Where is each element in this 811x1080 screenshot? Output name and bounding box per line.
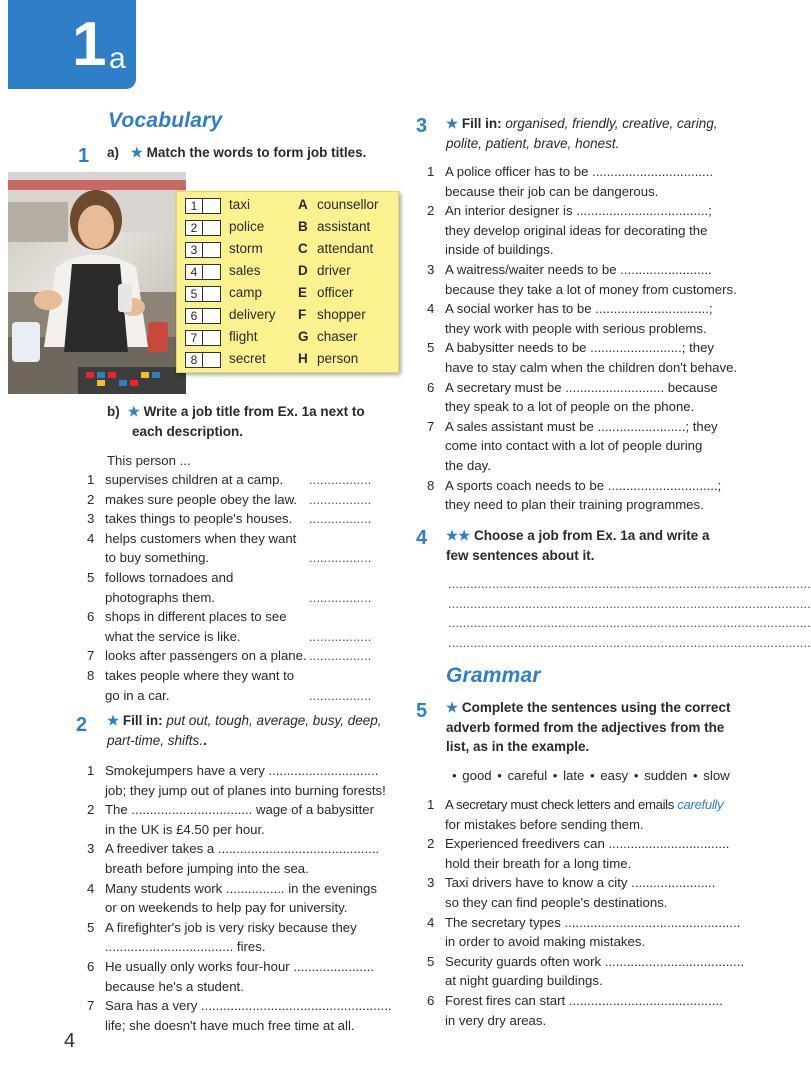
list-item bbox=[427, 299, 727, 319]
text-segment: A waitress/waiter needs to be ......................... bbox=[445, 261, 712, 277]
text-segment: Many students work ................ in the evenings bbox=[105, 880, 377, 896]
list-item bbox=[427, 795, 727, 815]
text-segment: An interior designer is ....................................; bbox=[445, 203, 712, 219]
text-segment: 6 bbox=[427, 992, 435, 1008]
text-segment: takes people where they want to bbox=[105, 667, 295, 683]
text-segment: in the UK is £4.50 per hour. bbox=[105, 821, 265, 837]
text-segment: breath before jumping into the sea. bbox=[105, 860, 309, 876]
text-segment: or on weekends to help pay for university. bbox=[105, 900, 348, 916]
star-icon: ★ bbox=[446, 700, 459, 715]
list-item bbox=[427, 260, 727, 280]
text-line bbox=[446, 526, 710, 546]
text-segment: person bbox=[317, 351, 359, 366]
text-segment: ................. bbox=[309, 687, 372, 703]
list-item bbox=[427, 162, 727, 182]
answer-box[interactable] bbox=[185, 330, 221, 346]
list-item bbox=[87, 879, 387, 899]
text-segment: polite, patient, brave, honest. bbox=[446, 135, 620, 151]
text-segment: flight bbox=[229, 329, 258, 344]
list-item bbox=[87, 607, 382, 627]
star-icon: ★ bbox=[130, 145, 143, 160]
text-segment: 5 bbox=[186, 287, 203, 301]
text-segment: 3 bbox=[87, 511, 95, 527]
text-segment: 1 bbox=[186, 199, 203, 213]
text-segment: ................. bbox=[309, 491, 372, 507]
text-line bbox=[107, 711, 382, 731]
list-item bbox=[87, 800, 387, 820]
ex1b-lead: This person ... bbox=[107, 453, 191, 468]
grammar-title: Grammar bbox=[446, 664, 541, 687]
vocabulary-title: Vocabulary bbox=[108, 109, 223, 132]
text-segment: inside of buildings. bbox=[445, 242, 554, 258]
ex1a-label: a) bbox=[107, 145, 120, 160]
text-segment: they speak to a lot of people on the phone. bbox=[445, 399, 695, 415]
ex5-number: 5 bbox=[416, 700, 428, 722]
text-segment: storm bbox=[229, 241, 263, 256]
answer-box[interactable] bbox=[185, 198, 221, 214]
text-segment: Sara has a very .................................................... bbox=[105, 998, 392, 1014]
match-row bbox=[177, 348, 398, 370]
text-segment: shops in different places to see bbox=[105, 609, 287, 625]
text-segment: 3 bbox=[87, 841, 95, 857]
star-icon: ★★ bbox=[446, 528, 471, 543]
text-segment: 8 bbox=[186, 353, 203, 367]
text-segment: ................................... fires. bbox=[105, 939, 266, 955]
text-segment: adverb formed from the adjectives from the bbox=[446, 719, 725, 735]
text-line bbox=[446, 114, 718, 134]
text-segment: few sentences about it. bbox=[446, 547, 595, 563]
ex3-number: 3 bbox=[416, 115, 428, 137]
ex4-instruction bbox=[446, 526, 710, 565]
text-segment: 2 bbox=[427, 203, 435, 219]
ex4-number: 4 bbox=[416, 527, 428, 549]
text-segment: looks after passengers on a plane. bbox=[105, 648, 307, 664]
text-segment: 3 bbox=[427, 875, 435, 891]
match-row bbox=[177, 238, 398, 260]
text-segment: sales bbox=[229, 263, 261, 278]
text-segment: Write a job title from Ex. 1a next to bbox=[143, 404, 365, 419]
ex1b-list bbox=[87, 470, 382, 705]
list-item bbox=[87, 761, 387, 781]
text-segment: because he's a student. bbox=[105, 978, 244, 994]
star-icon: ★ bbox=[446, 116, 459, 131]
answer-box[interactable] bbox=[185, 220, 221, 236]
text-segment: Fill in: bbox=[122, 713, 163, 728]
text-segment: supervises children at a camp. bbox=[105, 472, 284, 487]
text-segment: ................. bbox=[309, 648, 372, 664]
ex1a-instruction: Match the words to form job titles. bbox=[146, 145, 367, 160]
text-segment: come into contact with a lot of people during bbox=[445, 438, 703, 454]
text-segment: 4 bbox=[186, 265, 203, 279]
text-segment: b) bbox=[107, 404, 120, 419]
list-item bbox=[427, 201, 727, 221]
text-segment: makes sure people obey the law. bbox=[105, 491, 298, 507]
ex5-word-list: • good • careful • late • easy • sudden • slow bbox=[452, 768, 730, 783]
text-segment: in order to avoid making mistakes. bbox=[445, 934, 646, 950]
text-segment: 7 bbox=[427, 418, 435, 434]
text-segment: 2 bbox=[186, 221, 203, 235]
text-segment: 5 bbox=[87, 569, 95, 585]
list-item bbox=[87, 957, 387, 977]
answer-box[interactable] bbox=[185, 264, 221, 280]
text-segment: attendant bbox=[317, 241, 374, 256]
list-item bbox=[87, 568, 382, 588]
text-segment: police bbox=[229, 219, 265, 234]
text-segment: 2 bbox=[87, 802, 95, 818]
text-segment: A sales assistant must be ........................; they bbox=[445, 418, 718, 434]
text-segment: G bbox=[298, 329, 309, 344]
ex2-number: 2 bbox=[76, 714, 88, 736]
text-segment: 8 bbox=[87, 667, 95, 683]
text-segment: Smokejumpers have a very .............................. bbox=[105, 763, 379, 778]
text-segment: to buy something. bbox=[105, 550, 210, 566]
text-segment: Experienced freedivers can ................................. bbox=[445, 836, 730, 852]
text-segment: takes things to people's houses. bbox=[105, 511, 293, 527]
list-item bbox=[87, 490, 382, 510]
text-segment: photographs them. bbox=[105, 589, 215, 605]
ex4-writing-lines bbox=[448, 574, 811, 652]
text-segment: B bbox=[298, 219, 308, 234]
list-item bbox=[427, 873, 727, 893]
text-segment: 3 bbox=[186, 243, 203, 257]
text-line bbox=[446, 134, 718, 154]
list-item bbox=[87, 529, 382, 549]
text-segment: Complete the sentences using the correct bbox=[461, 700, 731, 715]
match-row bbox=[177, 304, 398, 326]
text-segment: 6 bbox=[87, 958, 95, 974]
ex3-instruction bbox=[446, 114, 718, 153]
text-segment: ................. bbox=[309, 472, 372, 487]
text-segment: the day. bbox=[445, 457, 491, 473]
answer-box[interactable] bbox=[185, 308, 221, 324]
match-row bbox=[177, 194, 398, 216]
text-segment: have to stay calm when the children don't behave. bbox=[445, 359, 738, 375]
list-item bbox=[87, 588, 382, 608]
list-item bbox=[87, 646, 382, 666]
text-segment: ................. bbox=[309, 628, 372, 644]
text-segment: list, as in the example. bbox=[446, 739, 590, 755]
text-segment: 2 bbox=[87, 491, 95, 507]
text-segment: 4 bbox=[87, 880, 95, 896]
text-segment: 5 bbox=[427, 953, 435, 969]
list-item bbox=[427, 417, 727, 437]
text-segment: counsellor bbox=[317, 197, 379, 212]
text-segment: 4 bbox=[427, 914, 435, 930]
ex5-instruction bbox=[446, 698, 730, 757]
text-segment: A firefighter's job is very risky because they bbox=[105, 919, 357, 935]
text-segment: go in a car. bbox=[105, 687, 170, 703]
cashier-illustration bbox=[8, 172, 186, 394]
match-row bbox=[177, 326, 398, 348]
text-segment: A secretary must check letters and emails bbox=[445, 797, 678, 812]
star-icon: ★ bbox=[127, 404, 140, 419]
text-segment: organised, friendly, creative, caring, bbox=[505, 116, 718, 131]
text-segment: 7 bbox=[87, 648, 95, 664]
text-segment: H bbox=[298, 351, 308, 366]
text-segment: 7 bbox=[87, 998, 95, 1014]
list-item bbox=[87, 470, 382, 490]
text-segment: hold their breath for a long time. bbox=[445, 855, 632, 871]
text-segment: Taxi drivers have to know a city ....................... bbox=[445, 875, 716, 891]
text-segment: A social worker has to be ...............................; bbox=[445, 301, 713, 317]
text-line bbox=[107, 402, 397, 422]
text-segment: each description. bbox=[132, 423, 244, 439]
unit-number: 1 bbox=[72, 10, 105, 79]
example-answer: carefully bbox=[677, 797, 724, 812]
text-segment: they need to plan their training programmes. bbox=[445, 497, 704, 513]
list-item bbox=[427, 378, 727, 398]
text-segment: they develop original ideas for decorating the bbox=[445, 222, 708, 238]
text-segment: 3 bbox=[427, 261, 435, 277]
list-item bbox=[427, 991, 727, 1011]
text-segment: Choose a job from Ex. 1a and write a bbox=[473, 528, 710, 543]
ex1b-instruction-block bbox=[107, 402, 397, 441]
text-segment: 1 bbox=[87, 763, 95, 778]
text-segment: because they take a lot of money from customers. bbox=[445, 281, 737, 297]
list-item bbox=[87, 627, 382, 647]
match-row bbox=[177, 282, 398, 304]
list-item bbox=[87, 666, 382, 686]
text-segment: what the service is like. bbox=[105, 628, 241, 644]
text-segment: because their job can be dangerous. bbox=[445, 183, 659, 199]
text-segment: A sports coach needs to be ..............................; bbox=[445, 477, 722, 493]
list-item bbox=[87, 548, 382, 568]
answer-box[interactable] bbox=[185, 286, 221, 302]
text-segment: 7 bbox=[186, 331, 203, 345]
text-segment: ................................................................................................... bbox=[448, 595, 811, 611]
text-segment: job; they jump out of planes into burning forests! bbox=[105, 782, 386, 798]
text-segment: ................................................................................................... bbox=[448, 615, 811, 631]
text-segment: camp bbox=[229, 285, 263, 300]
text-segment: The ................................. wage of a babysitter bbox=[105, 802, 374, 818]
text-segment: in very dry areas. bbox=[445, 1012, 547, 1028]
match-row bbox=[177, 216, 398, 238]
text-segment: A secretary must be ........................... because bbox=[445, 379, 718, 395]
text-line bbox=[446, 698, 730, 718]
text-segment: 5 bbox=[87, 919, 95, 935]
text-segment: ................. bbox=[309, 511, 372, 527]
text-segment: 6 bbox=[87, 609, 95, 625]
star-icon: ★ bbox=[107, 713, 120, 728]
text-segment: for mistakes before sending them. bbox=[445, 816, 644, 832]
answer-box[interactable] bbox=[185, 352, 221, 368]
text-segment: F bbox=[298, 307, 307, 322]
text-segment: 2 bbox=[427, 836, 435, 852]
text-segment: part-time, shifts. bbox=[107, 732, 204, 748]
text-segment: driver bbox=[317, 263, 351, 278]
list-item bbox=[87, 918, 387, 938]
unit-badge bbox=[8, 0, 136, 89]
text-segment: 5 bbox=[427, 340, 435, 356]
text-segment: ................................................................................................... bbox=[448, 634, 811, 650]
text-segment: 4 bbox=[87, 530, 95, 546]
text-segment: they work with people with serious problems. bbox=[445, 320, 707, 336]
text-segment: helps customers when they want bbox=[105, 530, 297, 546]
list-item bbox=[427, 913, 741, 933]
text-segment: 4 bbox=[427, 301, 435, 317]
list-item bbox=[87, 686, 382, 706]
text-segment: ................. bbox=[309, 550, 372, 566]
match-row bbox=[177, 260, 398, 282]
text-segment: 1 bbox=[427, 797, 434, 812]
text-segment: assistant bbox=[317, 219, 371, 234]
text-segment: 1 bbox=[427, 164, 435, 179]
text-segment: He usually only works four-hour ...................... bbox=[105, 958, 374, 974]
text-line: part-time, shifts.. bbox=[107, 732, 207, 748]
text-segment: secret bbox=[229, 351, 266, 366]
cashier-photo bbox=[8, 172, 186, 394]
text-segment: A freediver takes a ............................................ bbox=[105, 841, 380, 857]
list-item bbox=[87, 509, 382, 529]
text-segment: Fill in: bbox=[461, 116, 502, 131]
answer-box[interactable] bbox=[185, 242, 221, 258]
text-segment: life; she doesn't have much free time at all. bbox=[105, 1017, 355, 1033]
text-segment: follows tornadoes and bbox=[105, 569, 234, 585]
ex1-number: 1 bbox=[78, 145, 90, 167]
text-segment: officer bbox=[317, 285, 354, 300]
text-segment: Forest fires can start .......................................... bbox=[445, 992, 723, 1008]
text-segment: at night guarding buildings. bbox=[445, 973, 603, 989]
text-segment: put out, tough, average, busy, deep, bbox=[166, 713, 382, 728]
ex3-list bbox=[427, 162, 738, 515]
text-segment: D bbox=[298, 263, 308, 278]
text-segment: shopper bbox=[317, 307, 366, 322]
text-segment: A police officer has to be ................................. bbox=[445, 164, 714, 179]
list-item bbox=[87, 839, 387, 859]
matching-box bbox=[176, 191, 399, 373]
text-segment: delivery bbox=[229, 307, 276, 322]
text-segment: 6 bbox=[427, 379, 435, 395]
list-item bbox=[87, 996, 392, 1016]
page-number: 4 bbox=[64, 1030, 76, 1052]
list-item bbox=[427, 338, 727, 358]
unit-letter: a bbox=[109, 42, 126, 75]
list-item bbox=[427, 952, 745, 972]
list-item bbox=[427, 476, 727, 496]
text-segment: 1 bbox=[87, 472, 95, 487]
text-segment: E bbox=[298, 285, 308, 300]
text-segment: A bbox=[298, 197, 308, 212]
text-segment: ................. bbox=[309, 589, 372, 605]
text-segment: chaser bbox=[317, 329, 358, 344]
ex5-list bbox=[427, 795, 745, 1030]
list-item bbox=[427, 834, 730, 854]
text-segment: taxi bbox=[229, 197, 251, 212]
text-segment: so they can find people's destinations. bbox=[445, 894, 668, 910]
text-segment: The secretary types ................................................ bbox=[445, 914, 741, 930]
text-segment: 6 bbox=[186, 309, 203, 323]
text-segment: ................................................................................................... bbox=[448, 576, 811, 591]
text-segment: 8 bbox=[427, 477, 435, 493]
ex2-list bbox=[87, 761, 392, 1035]
text-segment: A babysitter needs to be .........................; they bbox=[445, 340, 715, 356]
ex2-instruction bbox=[107, 711, 382, 750]
text-segment: C bbox=[298, 241, 308, 256]
text-segment: Security guards often work ...................................... bbox=[445, 953, 745, 969]
